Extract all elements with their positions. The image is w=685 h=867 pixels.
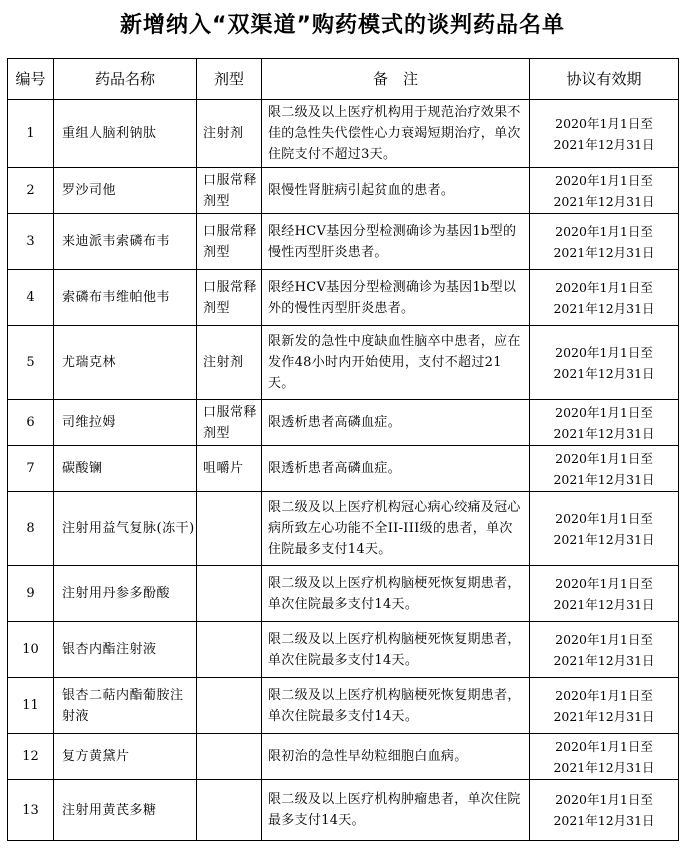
header-form: 剂型 [197,59,262,100]
table-row [8,678,679,734]
dosage-form: 咀嚼片 [197,446,262,492]
validity-period [530,678,679,734]
remark: 限慢性肾脏病引起贫血的患者。 [262,168,530,214]
validity-period [530,734,679,780]
validity-start: 2020年1月1日至 [555,279,653,295]
validity-start: 2020年1月1日至 [555,172,653,188]
drug-list-table [7,58,679,841]
table-row [8,326,679,400]
header-no: 编号 [8,59,54,100]
drug-name: 银杏二萜内酯葡胺注射液 [54,678,197,734]
dosage-form: 注射剂 [197,100,262,168]
remark: 限透析患者高磷血症。 [262,400,530,446]
table-row [8,734,679,780]
drug-name: 索磷布韦维帕他韦 [54,270,197,326]
remark: 限二级及以上医疗机构肿瘤患者，单次住院最多支付14天。 [262,780,530,841]
table-row [8,270,679,326]
dosage-form [197,780,262,841]
table-row [8,214,679,270]
validity-start: 2020年1月1日至 [555,450,653,466]
row-number: 5 [8,326,54,400]
remark: 限二级及以上医疗机构脑梗死恢复期患者，单次住院最多支付14天。 [262,678,530,734]
dosage-form: 注射剂 [197,326,262,400]
table-row [8,780,679,841]
validity-start: 2020年1月1日至 [555,344,653,360]
table-row [8,100,679,168]
validity-start: 2020年1月1日至 [555,223,653,239]
validity-period [530,446,679,492]
validity-end: 2021年12月31日 [553,193,655,209]
dosage-form [197,566,262,622]
table-row [8,622,679,678]
validity-start: 2020年1月1日至 [555,115,653,131]
validity-end: 2021年12月31日 [553,652,655,668]
header-note: 备 注 [262,59,530,100]
row-number: 11 [8,678,54,734]
dosage-form [197,622,262,678]
drug-name: 尤瑞克林 [54,326,197,400]
validity-end: 2021年12月31日 [553,471,655,487]
table-header-row [8,59,679,100]
table-row [8,168,679,214]
drug-name: 注射用益气复脉(冻干) [54,492,197,566]
validity-end: 2021年12月31日 [553,813,655,828]
drug-name: 注射用丹参多酚酸 [54,566,197,622]
row-number: 7 [8,446,54,492]
drug-name: 重组人脑利钠肽 [54,100,197,168]
row-number: 9 [8,566,54,622]
validity-end: 2021年12月31日 [553,759,655,775]
dosage-form: 口服常释剂型 [197,214,262,270]
row-number: 2 [8,168,54,214]
drug-name: 罗沙司他 [54,168,197,214]
validity-period [530,400,679,446]
validity-period [530,566,679,622]
validity-end: 2021年12月31日 [553,244,655,260]
validity-period [530,492,679,566]
validity-start: 2020年1月1日至 [555,738,653,754]
validity-end: 2021年12月31日 [553,136,655,152]
dosage-form [197,678,262,734]
validity-end: 2021年12月31日 [553,596,655,612]
validity-start: 2020年1月1日至 [555,404,653,420]
remark: 限经HCV基因分型检测确诊为基因1b型以外的慢性丙型肝炎患者。 [262,270,530,326]
drug-name: 复方黄黛片 [54,734,197,780]
validity-end: 2021年12月31日 [553,531,655,547]
row-number: 3 [8,214,54,270]
remark: 限透析患者高磷血症。 [262,446,530,492]
row-number: 13 [8,780,54,841]
table-row [8,492,679,566]
validity-end: 2021年12月31日 [553,425,655,441]
validity-period [530,100,679,168]
validity-end: 2021年12月31日 [553,300,655,316]
validity-period [530,780,679,841]
drug-name: 注射用黄芪多糖 [54,780,197,841]
validity-start: 2020年1月1日至 [555,687,653,703]
drug-name: 碳酸镧 [54,446,197,492]
validity-end: 2021年12月31日 [553,365,655,381]
validity-period [530,326,679,400]
header-name: 药品名称 [54,59,197,100]
remark: 限初治的急性早幼粒细胞白血病。 [262,734,530,780]
drug-name: 来迪派韦索磷布韦 [54,214,197,270]
row-number: 4 [8,270,54,326]
remark: 限二级及以上医疗机构冠心病心绞痛及冠心病所致左心功能不全II-III级的患者，单次住院最多支付14天。 [262,492,530,566]
drug-name: 司维拉姆 [54,400,197,446]
dosage-form: 口服常释剂型 [197,400,262,446]
remark: 限新发的急性中度缺血性脑卒中患者，应在发作48小时内开始使用，支付不超过21天。 [262,326,530,400]
remark: 限二级及以上医疗机构脑梗死恢复期患者，单次住院最多支付14天。 [262,622,530,678]
table-row [8,446,679,492]
validity-period [530,622,679,678]
header-validity: 协议有效期 [530,59,679,100]
drug-name: 银杏内酯注射液 [54,622,197,678]
dosage-form [197,492,262,566]
validity-period [530,214,679,270]
row-number: 10 [8,622,54,678]
row-number: 8 [8,492,54,566]
validity-period [530,270,679,326]
validity-start: 2020年1月1日至 [555,510,653,526]
validity-start: 2020年1月1日至 [555,575,653,591]
table-row [8,400,679,446]
remark: 限二级及以上医疗机构脑梗死恢复期患者，单次住院最多支付14天。 [262,566,530,622]
row-number: 12 [8,734,54,780]
validity-end: 2021年12月31日 [553,708,655,724]
validity-start: 2020年1月1日至 [555,792,653,807]
dosage-form: 口服常释剂型 [197,168,262,214]
validity-period [530,168,679,214]
remark: 限经HCV基因分型检测确诊为基因1b型的慢性丙型肝炎患者。 [262,214,530,270]
row-number: 6 [8,400,54,446]
dosage-form: 口服常释剂型 [197,270,262,326]
remark: 限二级及以上医疗机构用于规范治疗效果不佳的急性失代偿性心力衰竭短期治疗，单次住院支付不超过3天。 [262,100,530,168]
validity-start: 2020年1月1日至 [555,631,653,647]
row-number: 1 [8,100,54,168]
table-row [8,566,679,622]
page-title: 新增纳入“双渠道”购药模式的谈判药品名单 [120,13,565,38]
dosage-form [197,734,262,780]
